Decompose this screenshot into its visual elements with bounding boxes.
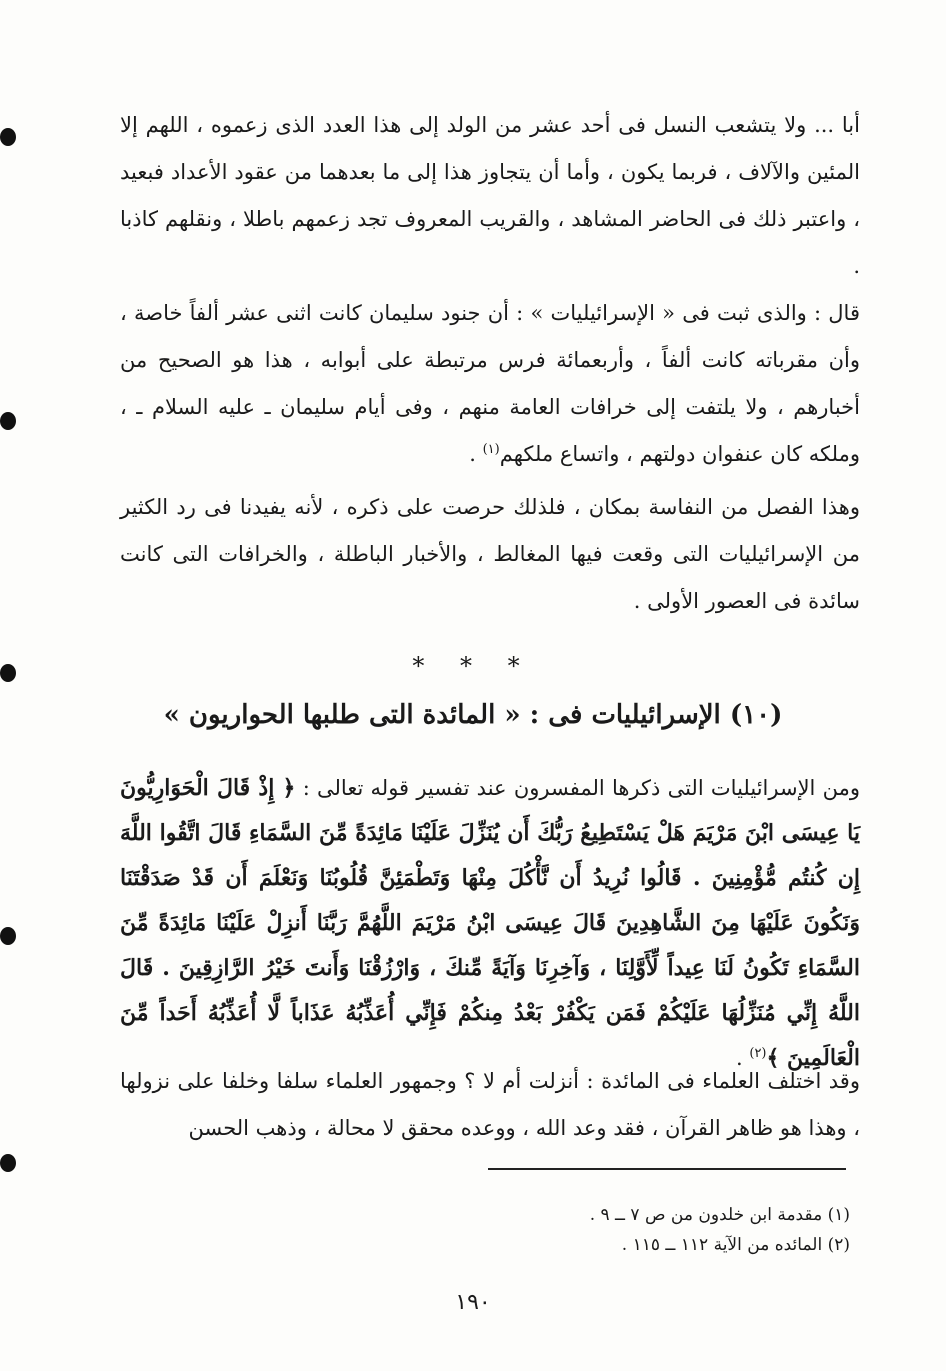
paragraph-1 bbox=[120, 102, 860, 290]
page-number: ١٩٠ bbox=[455, 1290, 491, 1315]
paragraph-2-body: قال : والذى ثبت فى « الإسرائيليات » : أن جنود سليمان كانت اثنى عشر ألفاً خاصة ، وأن مقرباته كانت ألفاً ، وأربعمائة فرس مرتبطة على أبوابه ، هذا هو الصحيح من أخبارهم ، ولا يلتفت إلى خرافات العامة منهم ، وفى أيام سليمان ـ عليه السلام ـ ، وملكه كان عنفوان دولتهم ، واتساع ملكهم bbox=[120, 301, 860, 466]
section-separator: * * * bbox=[412, 652, 534, 680]
footnote-divider bbox=[488, 1168, 846, 1170]
section-heading: (١٠) الإسرائيليات فى : « المائدة التى طلبها الحواريون » bbox=[163, 700, 783, 730]
paragraph-3 bbox=[120, 484, 860, 625]
binding-hole-mark bbox=[0, 1154, 16, 1172]
paragraph-4-intro: ومن الإسرائيليات التى ذكرها المفسرون عند تفسير قوله تعالى : bbox=[295, 776, 860, 800]
footnote-2: (٢) المائده من الآية ١١٢ ــ ١١٥ . bbox=[621, 1235, 850, 1255]
paragraph-4 bbox=[120, 766, 860, 1081]
paragraph-3-text: وهذا الفصل من النفاسة بمكان ، فلذلك حرصت على ذكره ، لأنه يفيدنا فى رد الكثير من الإسرائيليات التى وقعت فيها المغالط ، والأخبار الباطلة ، والخرافات التى كانت سائدة فى العصور الأولى . bbox=[120, 495, 860, 613]
footnote-1: (١) مقدمة ابن خلدون من ص ٧ ــ ٩ . bbox=[589, 1205, 850, 1225]
binding-hole-mark bbox=[0, 927, 16, 945]
footnote-ref-2: (٢) bbox=[749, 1046, 767, 1061]
paragraph-5 bbox=[120, 1058, 860, 1152]
binding-hole-mark bbox=[0, 412, 16, 430]
quran-verse: ﴿ إِذْ قَالَ الْحَوَارِيُّونَ يَا عِيسَى ابْنَ مَرْيَمَ هَلْ يَسْتَطِيعُ رَبُّكَ أَن يُنَزِّلَ عَلَيْنَا مَائِدَةً مِّنَ السَّمَاءِ قَالَ اتَّقُوا اللَّهَ إِن كُنتُم مُّؤْمِنِينَ . قَالُوا نُرِيدُ أَن نَّأْكُلَ مِنْهَا وَتَطْمَئِنَّ قُلُوبُنَا وَنَعْلَمَ أَن قَدْ صَدَقْتَنَا وَنَكُونَ عَلَيْهَا مِنَ الشَّاهِدِينَ قَالَ عِيسَى ابْنُ مَرْيَمَ اللَّهُمَّ رَبَّنَا أَنزِلْ عَلَيْنَا مَائِدَةً مِّنَ السَّمَاءِ تَكُونُ لَنَا عِيداً لِّأَوَّلِنَا ، وَآخِرِنَا وَآيَةً مِّنكَ ، وَارْزُقْنَا وَأَنتَ خَيْرُ الرَّازِقِينَ . قَالَ اللَّهُ إِنِّي مُنَزِّلُهَا عَلَيْكُمْ فَمَن يَكْفُرْ بَعْدُ مِنكُمْ فَإِنِّي أُعَذِّبُهُ عَذَاباً لَّا أُعَذِّبُهُ أَحَداً مِّنَ الْعَالَمِينَ ﴾ bbox=[120, 775, 860, 1071]
footnotes bbox=[110, 1200, 850, 1260]
paragraph-4-end: . bbox=[736, 1046, 750, 1070]
paragraph-4-text bbox=[120, 766, 860, 1081]
paragraph-2-text bbox=[120, 290, 860, 478]
paragraph-2 bbox=[120, 290, 860, 478]
binding-hole-mark bbox=[0, 128, 16, 146]
paragraph-1-text: أبا ... ولا يتشعب النسل فى أحد عشر من الولد إلى هذا العدد الذى زعموه ، اللهم إلا المئين والآلاف ، فربما يكون ، وأما أن يتجاوز هذا إلى ما بعدهما من عقود الأعداد فبعيد ، واعتبر ذلك فى الحاضر المشاهد ، والقريب المعروف تجد زعمهم باطلا ، ونقلهم كاذبا . bbox=[120, 113, 860, 278]
paragraph-5-text: وقد اختلف العلماء فى المائدة : أنزلت أم لا ؟ وجمهور العلماء سلفا وخلفا على نزولها ، وهذا هو ظاهر القرآن ، فقد وعد الله ، ووعده محقق لا محالة ، وذهب الحسن bbox=[120, 1069, 860, 1140]
footnote-ref-1: (١) bbox=[482, 442, 500, 457]
paragraph-2-end: . bbox=[469, 442, 483, 466]
